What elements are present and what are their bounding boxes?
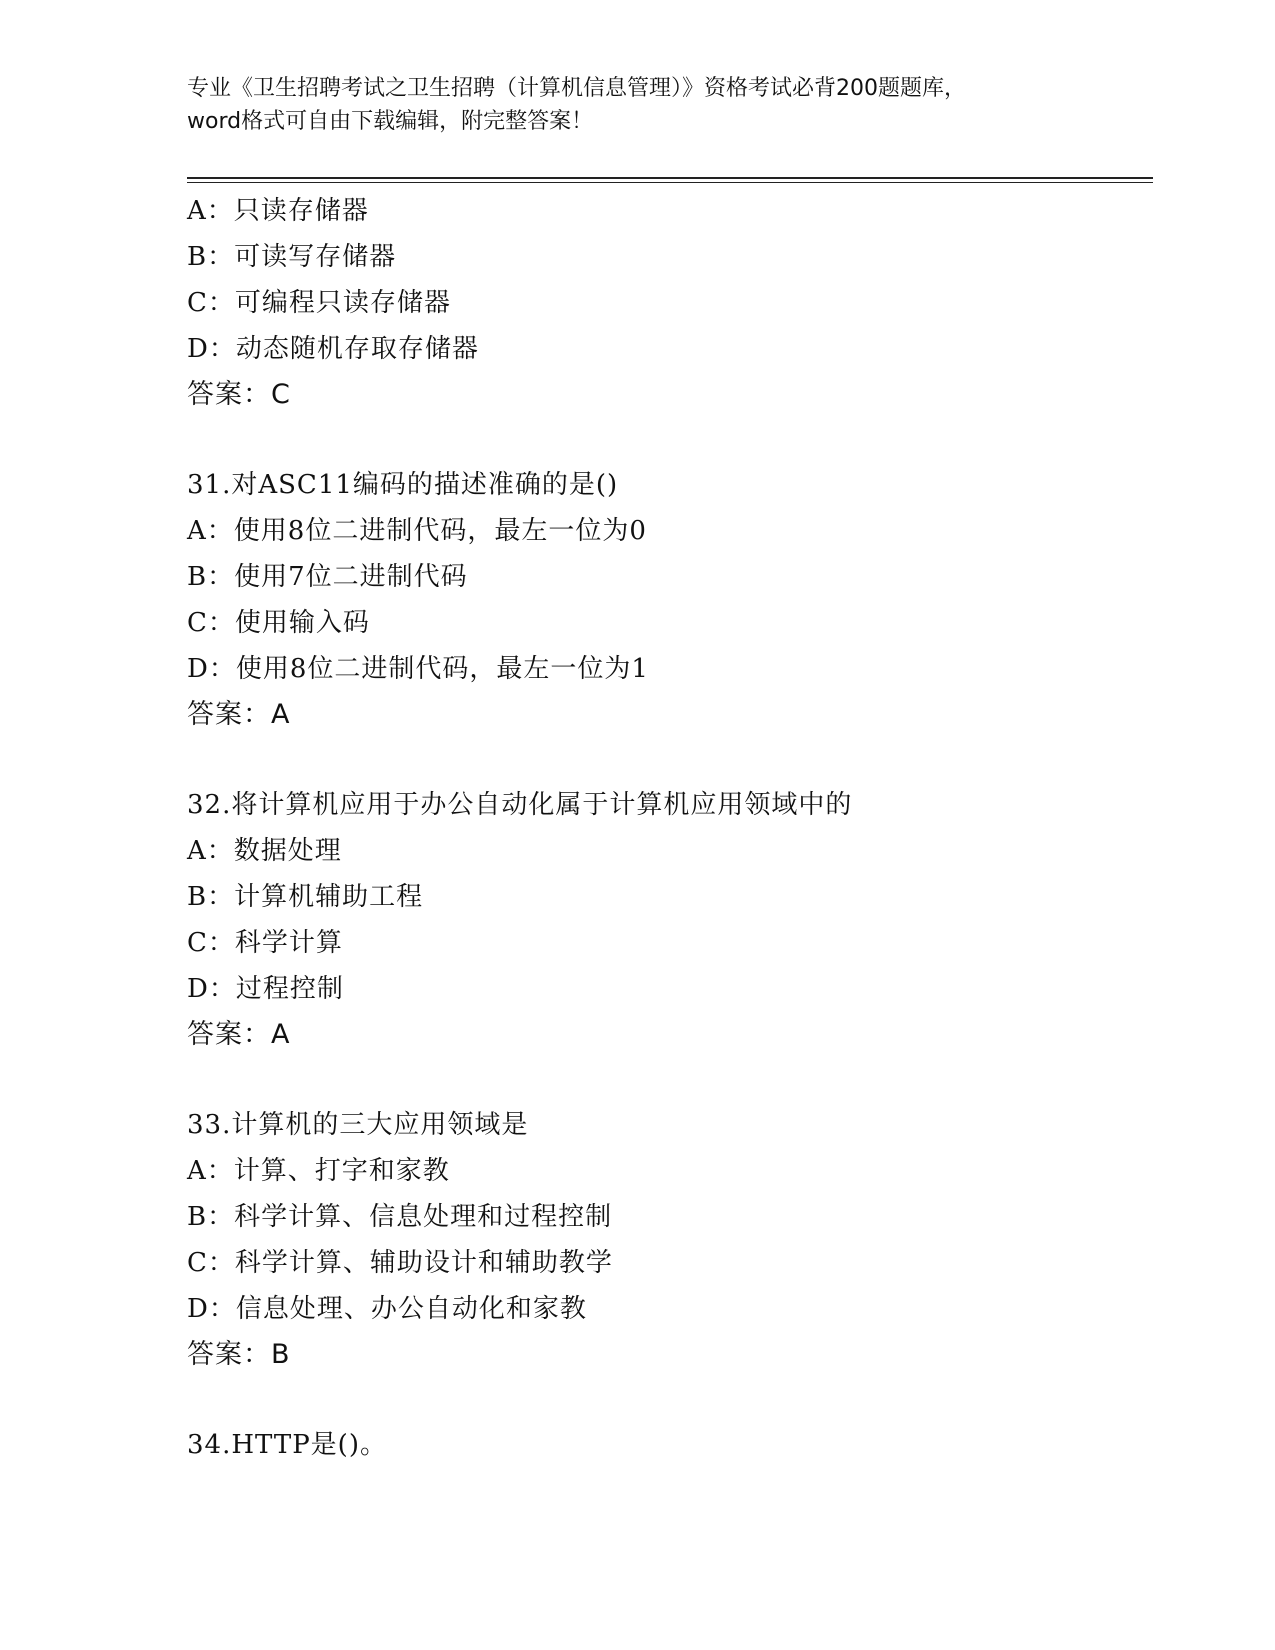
answer: 答案：A: [187, 699, 291, 730]
option-d: D：使用8位二进制代码，最左一位为1: [187, 654, 649, 684]
spacer: [187, 738, 1147, 782]
option-b: B：可读写存储器: [187, 242, 397, 272]
question-text: 34.HTTP是()。: [187, 1430, 387, 1460]
header-divider-thin: [187, 182, 1153, 183]
option-a: A：数据处理: [187, 836, 342, 866]
option-c: C：科学计算: [187, 928, 343, 958]
option-c: C：使用输入码: [187, 608, 370, 638]
option-d: D：信息处理、办公自动化和家教: [187, 1294, 587, 1324]
option-c: C：科学计算、辅助设计和辅助教学: [187, 1248, 613, 1278]
spacer: [187, 1058, 1147, 1102]
option-b: B：计算机辅助工程: [187, 882, 424, 912]
question-34: [187, 1422, 1147, 1468]
option-a: A：使用8位二进制代码，最左一位为0: [187, 516, 647, 546]
question-31: [187, 462, 1147, 738]
answer: 答案：B: [187, 1339, 291, 1370]
answer: 答案：A: [187, 1019, 291, 1050]
option-b: B：科学计算、信息处理和过程控制: [187, 1202, 613, 1232]
header-line-1: 专业《卫生招聘考试之卫生招聘（计算机信息管理）》资格考试必背200题题库，: [187, 76, 966, 101]
header-divider-thick: [187, 177, 1153, 179]
question-33: [187, 1102, 1147, 1378]
option-a: A：只读存储器: [187, 196, 369, 226]
spacer: [187, 418, 1147, 462]
question-text: 33.计算机的三大应用领域是: [187, 1110, 529, 1140]
question-text: 31.对ASC11编码的描述准确的是(): [187, 470, 619, 500]
header-line-2: word格式可自由下载编辑，附完整答案！: [187, 109, 594, 134]
option-d: D：过程控制: [187, 974, 344, 1004]
question-32: [187, 782, 1147, 1058]
question-30: [187, 188, 1147, 418]
answer: 答案：C: [187, 379, 291, 410]
option-a: A：计算、打字和家教: [187, 1156, 450, 1186]
document-header: [187, 72, 1087, 138]
spacer: [187, 1378, 1147, 1422]
option-b: B：使用7位二进制代码: [187, 562, 468, 592]
question-text: 32.将计算机应用于办公自动化属于计算机应用领域中的: [187, 790, 853, 820]
option-c: C：可编程只读存储器: [187, 288, 451, 318]
option-d: D：动态随机存取存储器: [187, 334, 479, 364]
question-list: [187, 188, 1147, 1468]
